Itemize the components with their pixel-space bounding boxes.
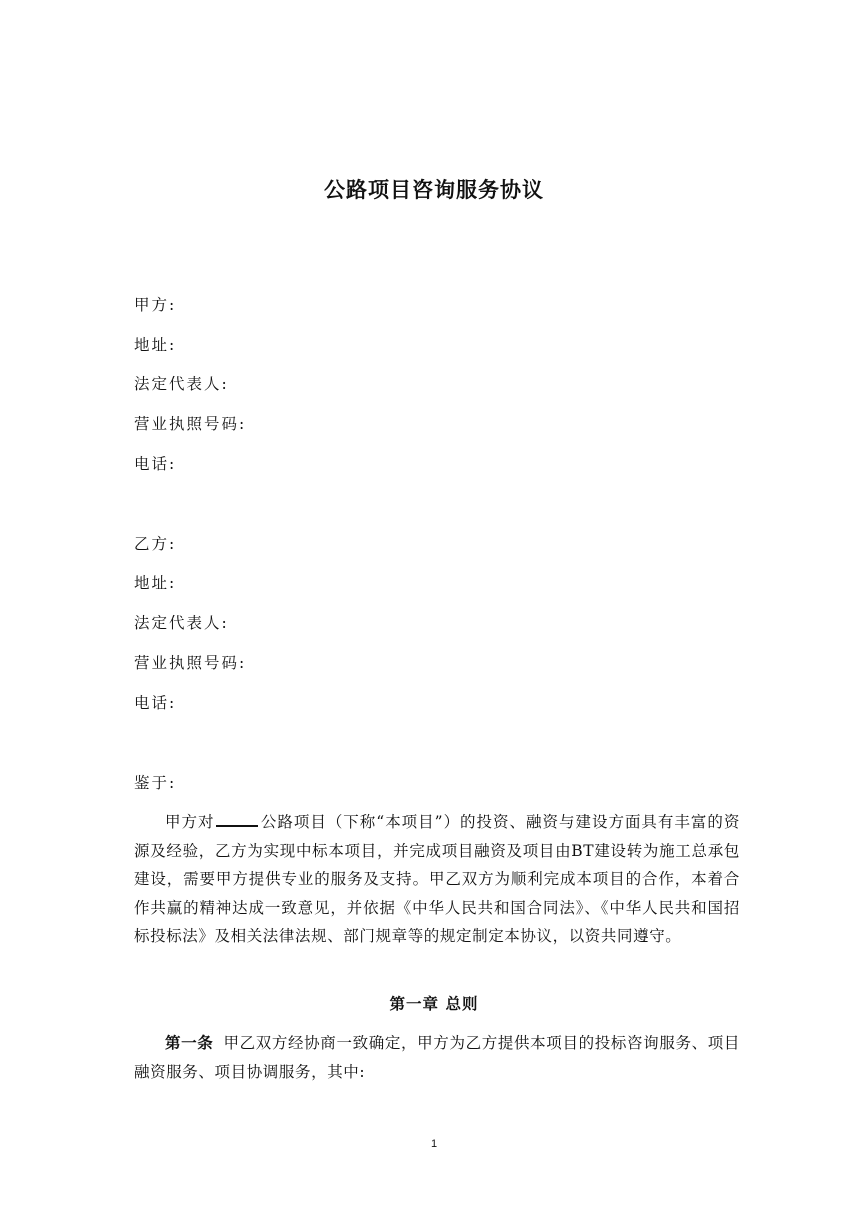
article-1-paragraph	[134, 1029, 740, 1086]
article-1-text: 甲乙双方经协商一致确定，甲方为乙方提供本项目的投标咨询服务、项目融资服务、项目协调服务，其中:	[134, 1034, 740, 1081]
whereas-label: 鉴于:	[134, 774, 177, 792]
party-a-phone: 电话:	[134, 455, 177, 473]
article-1-label: 第一条	[165, 1033, 214, 1052]
party-b-address: 地址:	[134, 574, 177, 592]
project-name-blank	[216, 811, 258, 827]
party-a-legal-rep: 法定代表人:	[134, 375, 229, 393]
page-number: 1	[430, 1138, 438, 1150]
party-a-label: 甲方:	[134, 296, 177, 314]
party-a-address: 地址:	[134, 336, 177, 354]
party-a-license: 营业执照号码:	[134, 415, 247, 433]
preamble-paragraph	[134, 808, 740, 951]
party-b-label: 乙方:	[134, 535, 177, 553]
preamble-start: 甲方对	[165, 813, 215, 831]
chapter-heading: 第一章 总则	[389, 994, 479, 1013]
preamble-rest: 公路项目（下称“本项目”）的投资、融资与建设方面具有丰富的资源及经验，乙方为实现中标本项目，并完成项目融资及项目由BT建设转为施工总承包建设，需要甲方提供专业的服务及支持。甲乙双方为顺利完成本项目的合作，本着合作共赢的精神达成一致意见，并依据《中华人民共和国合同法》、《中华人民共和国招标投标法》及相关法律法规、部门规章等的规定制定本协议，以资共同遵守。	[134, 813, 740, 946]
party-b-license: 营业执照号码:	[134, 654, 247, 672]
party-b-legal-rep: 法定代表人:	[134, 614, 229, 632]
party-b-phone: 电话:	[134, 694, 177, 712]
document-title: 公路项目咨询服务协议	[324, 177, 544, 202]
